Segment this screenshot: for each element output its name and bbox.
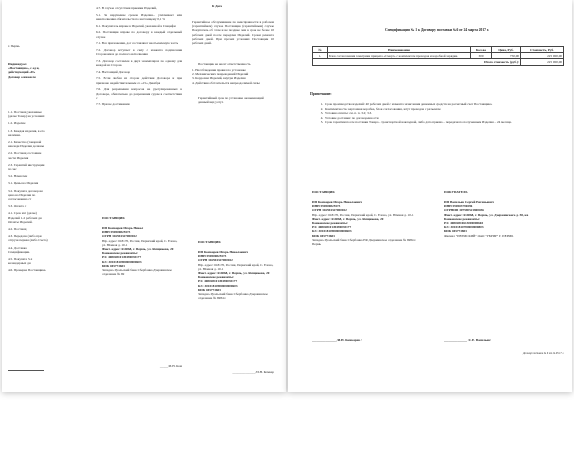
clause-item: 1.2. Изделие [8, 121, 26, 126]
clause-item: 4.6. Проверка Поставщика. [8, 268, 47, 273]
requisite-line: Банковские реквизиты: [312, 221, 348, 226]
row-price: 750,00 [492, 53, 521, 59]
supplier-details [102, 226, 182, 276]
col-name: Наименование [328, 47, 471, 53]
spec-table [312, 46, 564, 66]
requisite-line: Западно-Уральский банк Сбербанка Дзержинское отделение № 6984 г. [198, 292, 268, 301]
clause-item: 3.2. Покупате договором цена на Изделия по согласованию ст [8, 188, 43, 202]
spec-buyer-heading: ПОКУПАТЕЛЬ [444, 190, 468, 194]
clause-item: 4.2. Поставщ [8, 227, 27, 232]
clause-item: 4.7. В случае отсутствия приемки Изделий, [96, 6, 157, 10]
signature-line [8, 370, 44, 371]
requisite-line: Р/С 40802810149490035177 [312, 225, 352, 230]
requisite-line: ИНН 590500825573 [312, 204, 341, 209]
requisite-line: Р/С 40802810149490035177 [198, 279, 238, 284]
clause-item: 7.5. Если любая из сторон действия Договора и при признано недействительным со «15» Декабря [96, 76, 182, 85]
note-item: 3. Условия оплаты: см. п. п. 3.2; 3.3. [324, 111, 568, 116]
col2-items [96, 6, 182, 109]
clause-item: 2.1. Качество (товарной накладн Изделия должны [8, 140, 44, 149]
spec-supplier-details [312, 200, 420, 246]
clause-item: 2.2. Поставщ состояние части Изделия [8, 151, 42, 160]
requisite-line: БИК 045773603 [198, 287, 221, 292]
not-cover-item: 1. Несоблюдения правил по установке [192, 68, 246, 72]
requisite-line: БИК 045773603 [312, 233, 335, 238]
not-cover-list [192, 68, 274, 85]
not-cover-item: 2. Механических повреждений Изделий [192, 72, 249, 77]
intro-text: Индивидуал «Поставщик», с од и, действующий «П» Договор о нижесле [8, 62, 40, 79]
total-value: 225 000,00 [521, 59, 564, 65]
notes-list [316, 102, 568, 125]
notes-title: Примечание: [310, 92, 332, 96]
note-item: 5. Срок гарантии после поставки Товара - транспортной накладной, либо дата приема – передачи по полученным Изделия – 24 месяца. [324, 120, 568, 125]
requisite-line: Факт. адрес: 614068, г. Пермь, ул. Ямщикова, 20 [198, 271, 270, 276]
clause-item: 3.2. Начислен [8, 174, 28, 179]
requisite-line: ОГРНИП 307590521800036 [444, 208, 484, 213]
supplier-heading: ПОСТАВЩИК [102, 216, 125, 220]
requisite-line: Юр. адрес: 618170, Россия, Пермский край, С. Елово, ул. Южная д. 10-1 [198, 262, 274, 271]
guarantee-term: Гарантийный срок по установке оказывающий данный вид услуг. [198, 96, 264, 105]
requisite-line: ИП Васильев Сергей Евгеньевич [444, 200, 494, 204]
clause-item: 4.1. Срок изг (далее) Изделий 1-2 рабочих дн Оплаты Изделий. [8, 211, 42, 224]
requisite-line: ОГРН 316594327000022 [102, 234, 137, 239]
requisite-line: ОГРН 316594327000022 [198, 258, 233, 263]
spec-supplier-heading: ПОСТАВЩИК [312, 190, 335, 194]
requisite-line: Юр. адрес: 618170, Россия, Пермский край, С. Елово, ул. Южная д. 10-1 [312, 212, 414, 217]
requisite-line: ИНН 590500825573 [198, 254, 227, 259]
clause-item: 7.4. Настоящий Договор [96, 69, 131, 74]
requisite-line: Филиал "ПЕРМСКИЙ" ОАО "УБРИР" Г. ПЕРМЬ [444, 233, 514, 238]
requisite-line: ИНН 590500825573 [102, 230, 131, 235]
requisite-line: ИП Комкарев Игорь Николаевич [198, 250, 248, 254]
requisite-line: К/С 30101810900000000603 [102, 259, 142, 264]
requisite-line: ИП Комкарев Игорь Никол [102, 226, 144, 230]
spec-buyer-signature: ______________ /С.Е. Васильев/ [444, 338, 491, 342]
total-row [313, 59, 564, 65]
supplier-signature: _____/И.Н. Ком [159, 364, 182, 368]
requisite-line: ИНН 590503796596 [444, 204, 473, 209]
requisite-line: Банковские реквизиты: [198, 275, 234, 280]
requisite-line: Западно-Уральский банк Сбербанка Дзержинское отделение № 69 [102, 268, 172, 277]
clause-item: 7.7. При не достижении [96, 102, 130, 107]
contract-page [2, 0, 286, 392]
requisite-line: Банковские реквизиты: [444, 216, 480, 221]
requisite-line: Банковские реквизиты: [102, 251, 138, 256]
row-name: Блок согласования электрики прицепа «Смарт» с комплектом проводов и коробкой зарядки. [328, 53, 471, 59]
clause-item: 7.6. Для разрешения вопросов не урегулированных в Договоре, обязательно до разрешения судом в соответствии с [96, 87, 182, 100]
clause-item: 7.1. Все приложения, дог составляют неотъемлемую часть [96, 41, 179, 46]
clause-item: 4.3. Передача (либо при отгрузк первая (либо Счета) [8, 234, 48, 243]
clause-item: 1.3. Каждая изделия, в его наличии. [8, 128, 45, 137]
not-cover-item: 3. Коррозии Изделий, внутри Изделия [192, 76, 246, 81]
requisite-line: Факт. адрес: 614068, г. Пермь, ул. Дзержинского д. 58, кв [444, 212, 529, 217]
supplier-details-2 [198, 250, 278, 300]
row-sum: 225 000,00 [521, 53, 564, 59]
requisite-line: Р/С 40802810149490035177 [102, 255, 142, 260]
clause-item: 4.5. Покупате 3-х календарных дн [8, 257, 33, 266]
col-num: № [313, 47, 328, 53]
clause-item: 6.2. Поставщик вправе по договору в каждый отдельный случае [96, 30, 182, 39]
requisite-line: ОГРН 316594327000022 [312, 208, 347, 213]
requisite-line: К/С 30101810900000000603 [312, 229, 352, 234]
requisite-line: Факт. адрес: 614068, г. Пермь, ул. Ямщикова, 20 [102, 247, 174, 252]
clause-item: 5.1. За нарушение сроков Изделия... уплачивает или неисполнения обязательств по настоящему 0,1 % [96, 12, 182, 21]
clause-item: 3.3. Оплата с [8, 204, 27, 209]
requisite-line: Юр. адрес: 618170, Россия, Пермский край, С. Елово, ул. Южная д. 10-1 [102, 238, 178, 247]
note-item: 2. Комплектность: картонная коробка, блок согласования, жгут проводов с разъемом [324, 107, 568, 112]
supplier-heading-2: ПОСТАВЩИК [198, 240, 221, 244]
city-label: г. Пермь [8, 44, 20, 48]
requisite-line: БИК 045773803 [444, 229, 467, 234]
col1-items [8, 110, 48, 276]
supplier-signature-2: ______________/И.Н. Комкар [232, 370, 274, 374]
col-sum: Стоимость, Руб. [521, 47, 564, 53]
spec-supplier-signature: _______________/И.Н. Комкарев / [312, 338, 362, 342]
col-qty: Кол-во [471, 47, 492, 53]
col-price: Цена, Руб. [492, 47, 521, 53]
clause-item: 2.3. Гарантий инструкции по экс [8, 162, 45, 172]
spec-buyer-details [444, 200, 556, 238]
note-item: 1. Срок производства изделий: 40 рабочих дней с момента зачисления денежных средств на расчетный счет Поставщика. [324, 102, 568, 107]
clause-item: 3.1. Цены на Изделия [8, 181, 39, 186]
requisite-line: Р/С 40802810613000000665 [444, 221, 484, 226]
total-label: Итого стоимость (руб.): [313, 59, 521, 65]
not-cover-item: 4. Действия обстоятельств непреодолимой силы [192, 80, 260, 85]
requisite-line: ИП Комкарев Игорь Николаевич [312, 200, 362, 204]
clause-item: 4.4. Доставка Спецификации. [8, 245, 30, 254]
clause-item: 1.1. Поставщ указанные (далее Товар) на условиях [8, 110, 45, 119]
note-item: 4. Условие доставки: по договоренности [324, 116, 568, 121]
requisite-line: Западно-Уральский банк Сбербанка РФ Дзержинское отделение № 6984 г. Пермь [312, 237, 417, 247]
clause-item: 6.1. Покупатель вправе в Изделий, указанной в Специфи [96, 23, 176, 28]
requisite-line: Факт. адрес: 614068, г. Пермь, ул. Ямщикова, 20 [312, 216, 384, 221]
requisite-line: БИК 045773603 [102, 263, 125, 268]
appendix-heading: К Дого [212, 4, 223, 8]
specification-page [288, 0, 572, 392]
guarantee-text: Гарантийное обслуживание по неисправности в рабочем (гарантийном) случае Поставщик (гарантийным) случае Покупатель об этом и не позднее чем в срок не более 10 рабочих дней после передачи Изделий. Сроки ремонта рабочих дней. При прочих условиях Поставщик 10 рабочих дней. [192, 20, 274, 46]
not-cover-title: Поставщик не несет ответственность [198, 62, 251, 66]
footer-note: Договор поставки № 6 от 24.03.17 г. [522, 352, 564, 355]
row-qty: 300 [471, 53, 492, 59]
row-num: 1. [313, 53, 328, 59]
requisite-line: К/С 30101810700000000803 [444, 225, 484, 230]
clause-item: 7.2. Договор вступает в силу с момента подписания Сторонами и до полного исполнения [96, 47, 182, 57]
spec-title: Спецификация № 1 к Договору поставки №6 от 24 марта 2017 г. [385, 28, 489, 32]
requisite-line: К/С 30101810900000000603 [198, 283, 238, 288]
clause-item: 7.3. Договор составлен в двух экземплярах по одному для каждой из Сторон. [96, 58, 182, 68]
